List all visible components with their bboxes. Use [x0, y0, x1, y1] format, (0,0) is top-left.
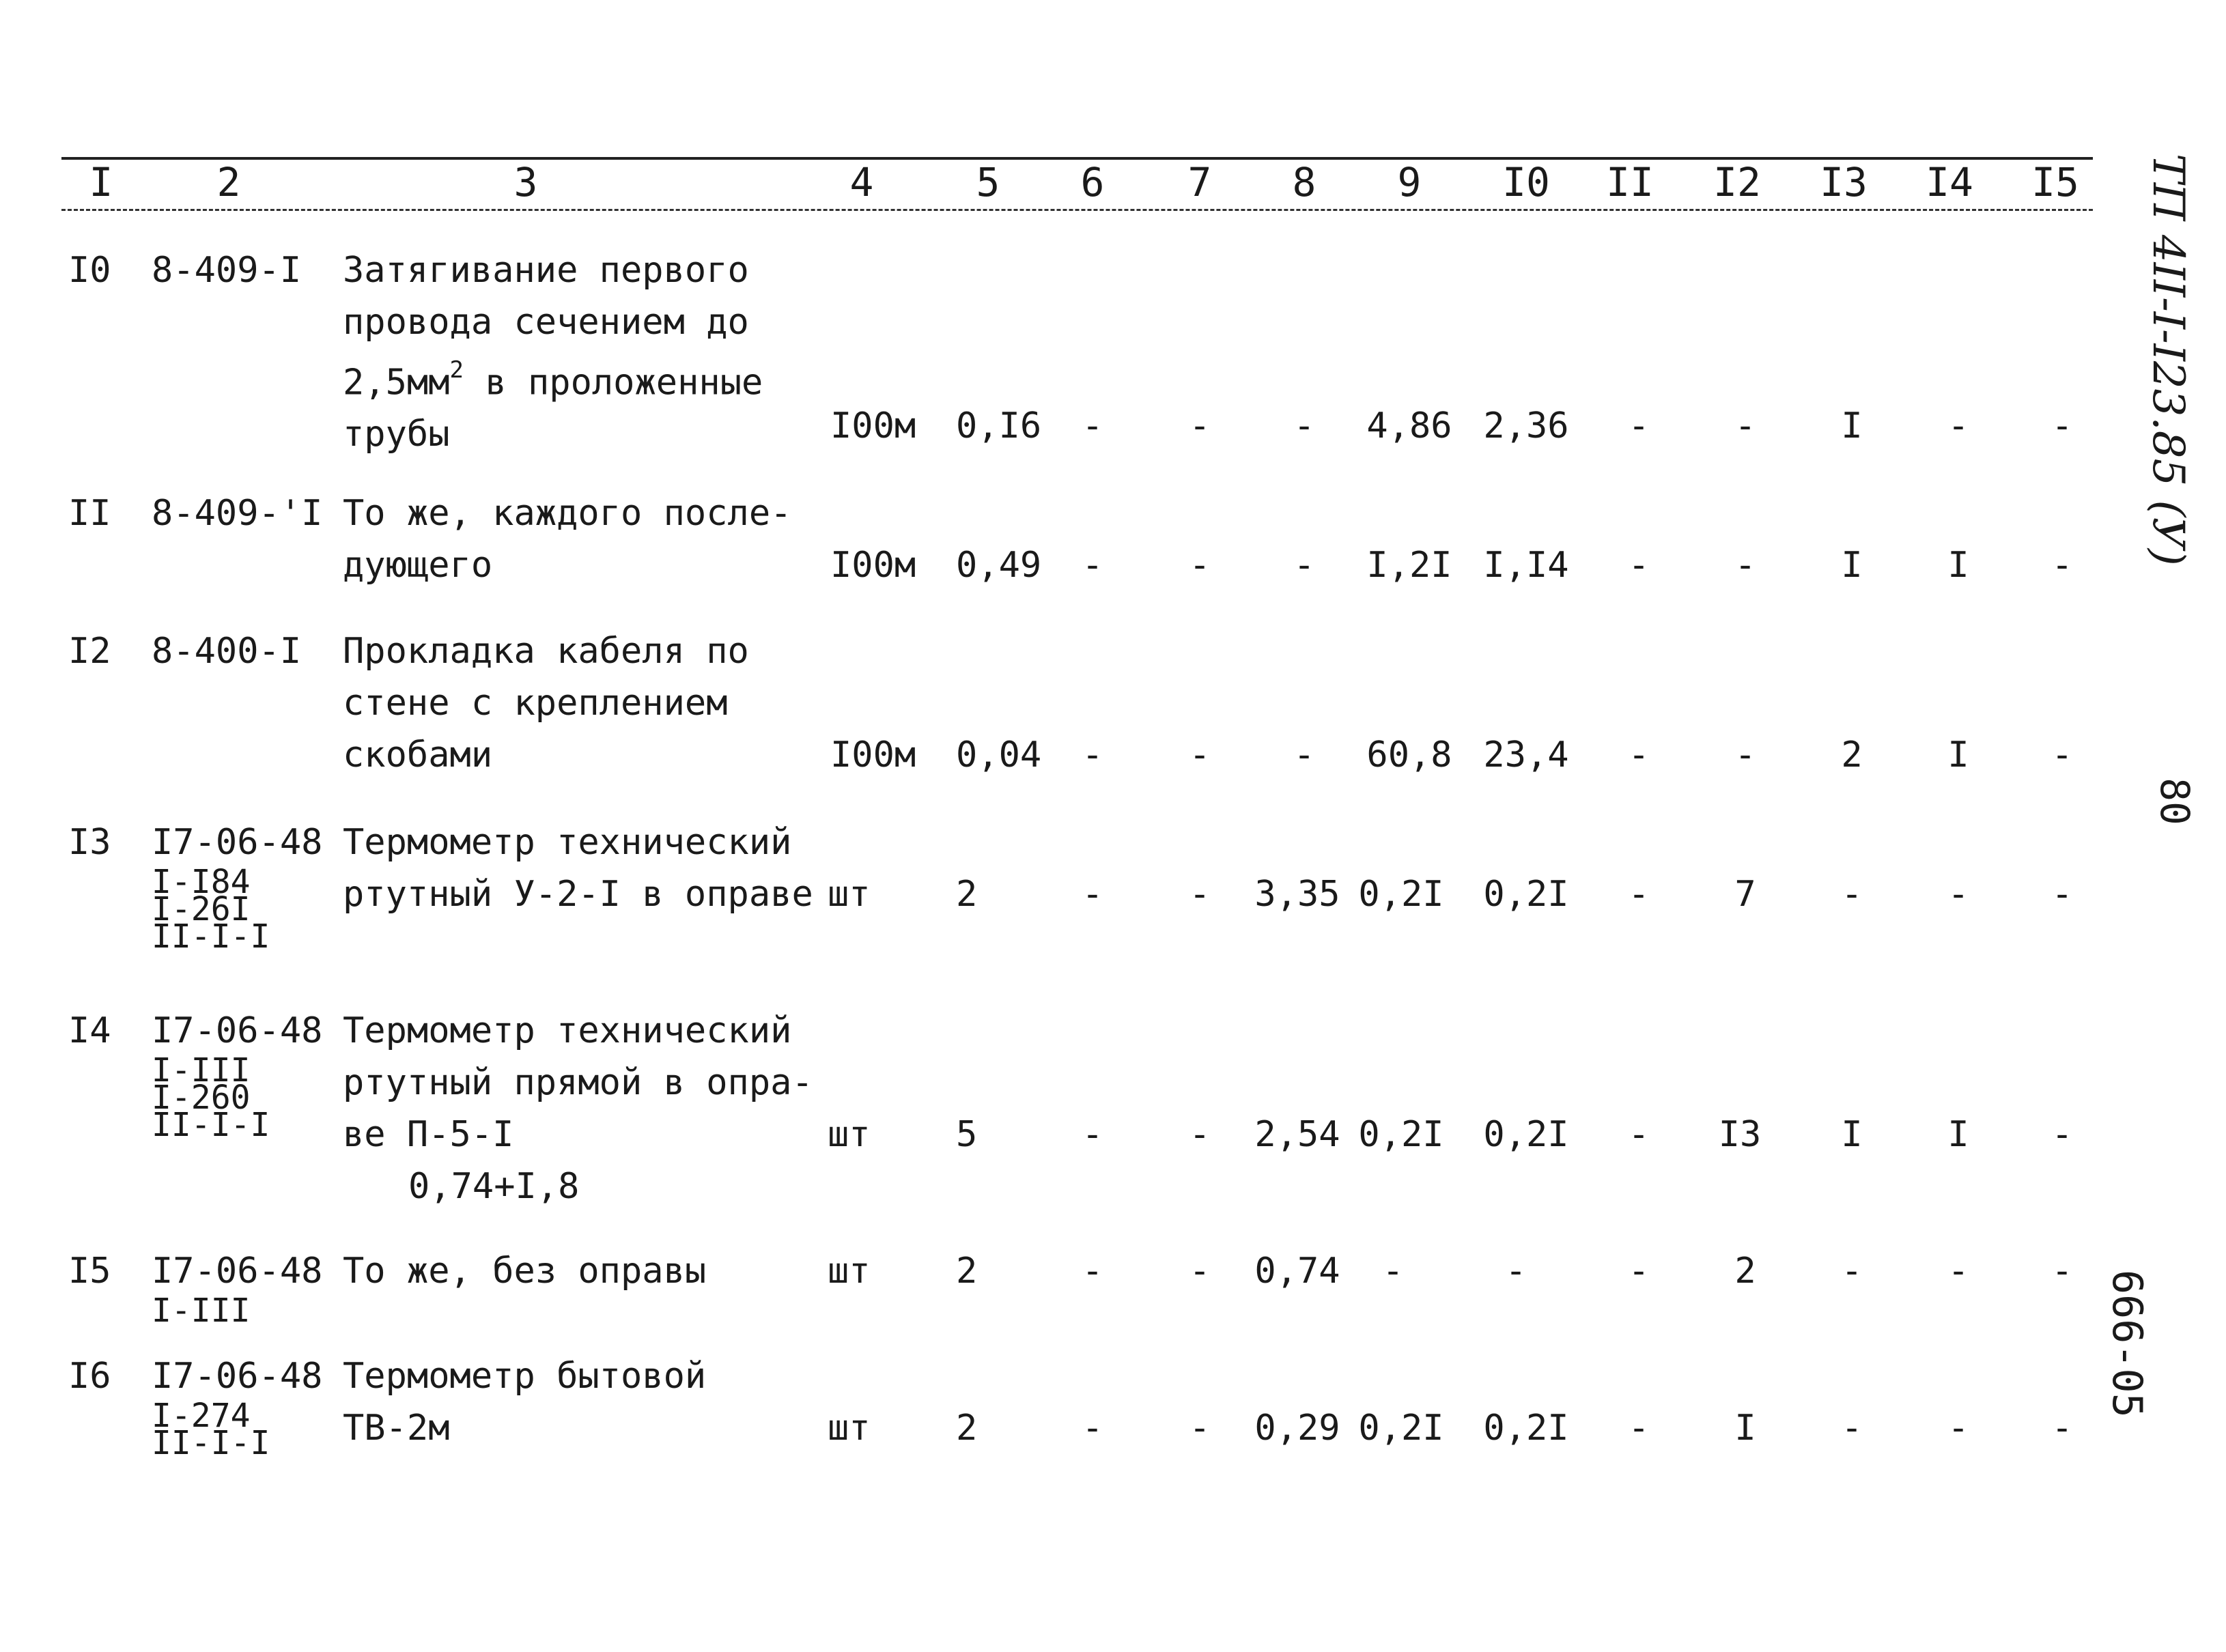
- description-line: дующего: [343, 545, 493, 586]
- col-8-value: 3,35: [1254, 874, 1340, 915]
- col-6-value: -: [1082, 1114, 1103, 1155]
- col-15-value: -: [2051, 1408, 2073, 1449]
- rate-code: [152, 244, 301, 296]
- header-col-5: 5: [976, 159, 1000, 205]
- col-14-value: -: [1947, 874, 1969, 915]
- rate-code: [152, 1005, 323, 1144]
- sheet-code: 666-05: [2103, 1270, 2151, 1418]
- rate-code-line: II-I-I: [152, 1106, 270, 1144]
- description-line: провода сечением до: [343, 302, 749, 343]
- col-10-value: 2,36: [1483, 405, 1569, 446]
- col-10-value: I,I4: [1483, 545, 1569, 586]
- col-10-value: 23,4: [1483, 735, 1569, 775]
- col-11-value: -: [1628, 1251, 1650, 1292]
- quantity: 5: [956, 1114, 978, 1155]
- rate-code: [152, 625, 301, 677]
- col-7-value: -: [1189, 874, 1211, 915]
- col-8-value: 2,54: [1254, 1114, 1340, 1155]
- description-note: 0,74+I,8: [408, 1166, 580, 1207]
- rate-code: [152, 487, 322, 539]
- header-col-10: I0: [1502, 159, 1550, 205]
- rate-code-line: I-III: [152, 1051, 251, 1090]
- header-col-15: I5: [2031, 159, 2079, 205]
- header-col-7: 7: [1187, 159, 1212, 205]
- col-13-value: I: [1841, 1114, 1863, 1155]
- row-number: II: [68, 493, 111, 534]
- col-10-value: -: [1505, 1251, 1527, 1292]
- col-12-value: I: [1734, 1408, 1756, 1449]
- col-14-value: -: [1947, 1408, 1969, 1449]
- work-description: [343, 487, 791, 591]
- unit: I00м: [830, 545, 916, 586]
- col-10-value: 0,2I: [1483, 874, 1569, 915]
- rate-code-line: I-260: [152, 1079, 251, 1117]
- col-11-value: -: [1628, 1114, 1650, 1155]
- col-13-value: I: [1841, 405, 1863, 446]
- rate-code-line: I7-06-48: [152, 822, 323, 863]
- work-description: [343, 1350, 706, 1454]
- col-12-value: -: [1734, 545, 1756, 586]
- col-9-value: 0,2I: [1358, 1114, 1444, 1155]
- description-line: Термометр бытовой: [343, 1356, 707, 1397]
- col-15-value: -: [2051, 735, 2073, 775]
- rate-code-line: II-I-I: [152, 917, 270, 956]
- col-13-value: 2: [1841, 735, 1863, 775]
- unit: шт: [828, 874, 871, 915]
- description-line: скобами: [343, 735, 493, 775]
- col-13-value: I: [1841, 545, 1863, 586]
- col-12-value: 2: [1734, 1251, 1756, 1292]
- quantity: 0,I6: [956, 405, 1042, 446]
- description-line: 2,5мм: [343, 362, 450, 403]
- description-line: ТВ-2м: [343, 1408, 450, 1449]
- col-12-value: 7: [1734, 874, 1756, 915]
- rate-code-line: I-274: [152, 1397, 251, 1435]
- col-15-value: -: [2051, 1114, 2073, 1155]
- rate-code: [152, 1245, 323, 1330]
- col-10-value: 0,2I: [1483, 1408, 1569, 1449]
- rate-code-line: I-26I: [152, 890, 251, 928]
- rate-code-line: 8-409-'I: [152, 493, 323, 534]
- col-11-value: -: [1628, 545, 1650, 586]
- col-9-value: 4,86: [1366, 405, 1452, 446]
- col-13-value: -: [1841, 1408, 1863, 1449]
- description-line: ртутный У-2-I в оправе: [343, 874, 813, 915]
- description-line: То же, каждого после-: [343, 493, 792, 534]
- rate-code-line: II-I-I: [152, 1424, 270, 1462]
- col-6-value: -: [1082, 1408, 1103, 1449]
- work-description: [343, 1005, 813, 1212]
- table-top-rule: [61, 157, 2093, 160]
- work-description: [343, 1245, 706, 1297]
- rate-code-line: 8-409-I: [152, 250, 302, 291]
- col-8-value: -: [1293, 405, 1315, 446]
- col-6-value: -: [1082, 874, 1103, 915]
- col-6-value: -: [1082, 545, 1103, 586]
- col-15-value: -: [2051, 874, 2073, 915]
- col-9-value: 0,2I: [1358, 1408, 1444, 1449]
- col-6-value: -: [1082, 1251, 1103, 1292]
- col-8-value: 0,74: [1254, 1251, 1340, 1292]
- col-8-value: -: [1293, 545, 1315, 586]
- row-number: I2: [68, 631, 111, 672]
- col-9-value: 0,2I: [1358, 874, 1444, 915]
- col-13-value: -: [1841, 1251, 1863, 1292]
- col-7-value: -: [1189, 1408, 1211, 1449]
- col-11-value: -: [1628, 405, 1650, 446]
- col-11-value: -: [1628, 1408, 1650, 1449]
- description-line: стене с креплением: [343, 683, 728, 724]
- col-15-value: -: [2051, 1251, 2073, 1292]
- description-line: ве П-5-I: [343, 1114, 514, 1155]
- rate-code: [152, 816, 323, 956]
- description-line: ртутный прямой в опра-: [343, 1062, 813, 1103]
- quantity: 2: [956, 1251, 978, 1292]
- description-line: Термометр технический: [343, 1010, 792, 1051]
- col-14-value: I: [1947, 545, 1969, 586]
- description-line: в проложенные: [485, 362, 763, 403]
- col-9-value: -: [1382, 1251, 1404, 1292]
- header-col-12: I2: [1713, 159, 1761, 205]
- unit: I00м: [830, 735, 916, 775]
- header-col-1: I: [89, 159, 113, 205]
- col-7-value: -: [1189, 735, 1211, 775]
- rate-code-line: 8-400-I: [152, 631, 302, 672]
- header-col-11: II: [1606, 159, 1654, 205]
- document-code: ТП 4II-I-I23.85 (У): [2143, 154, 2193, 566]
- rate-code: [152, 1350, 323, 1462]
- description-line: Затягивание первого: [343, 250, 749, 291]
- description-line: трубы: [343, 414, 450, 455]
- col-8-value: 0,29: [1254, 1408, 1340, 1449]
- row-number: I5: [68, 1251, 111, 1292]
- rate-code-line: I-III: [152, 1292, 251, 1330]
- col-7-value: -: [1189, 1251, 1211, 1292]
- row-number: I4: [68, 1010, 111, 1051]
- unit: шт: [828, 1408, 871, 1449]
- rate-code-line: I-I84: [152, 863, 251, 901]
- row-number: I3: [68, 822, 111, 863]
- col-9-value: I,2I: [1366, 545, 1452, 586]
- superscript: 2: [449, 356, 464, 384]
- table-header-rule: [61, 209, 2093, 211]
- row-number: I0: [68, 250, 111, 291]
- rate-code-line: I7-06-48: [152, 1010, 323, 1051]
- work-description: [343, 816, 813, 920]
- header-col-8: 8: [1292, 159, 1316, 205]
- col-14-value: I: [1947, 735, 1969, 775]
- col-11-value: -: [1628, 874, 1650, 915]
- col-6-value: -: [1082, 735, 1103, 775]
- col-14-value: I: [1947, 1114, 1969, 1155]
- header-col-13: I3: [1820, 159, 1868, 205]
- col-7-value: -: [1189, 545, 1211, 586]
- description-line: То же, без оправы: [343, 1251, 707, 1292]
- work-description: [343, 244, 763, 460]
- header-col-4: 4: [849, 159, 874, 205]
- col-15-value: -: [2051, 545, 2073, 586]
- quantity: 0,49: [956, 545, 1042, 586]
- header-col-3: 3: [513, 159, 538, 205]
- header-col-14: I4: [1926, 159, 1973, 205]
- row-number: I6: [68, 1356, 111, 1397]
- col-12-value: -: [1734, 735, 1756, 775]
- col-12-value: -: [1734, 405, 1756, 446]
- header-col-6: 6: [1080, 159, 1105, 205]
- description-line: Термометр технический: [343, 822, 792, 863]
- col-14-value: -: [1947, 1251, 1969, 1292]
- page-number: 80: [2151, 778, 2198, 825]
- quantity: 2: [956, 874, 978, 915]
- col-10-value: 0,2I: [1483, 1114, 1569, 1155]
- rate-code-line: I7-06-48: [152, 1251, 323, 1292]
- col-8-value: -: [1293, 735, 1315, 775]
- col-14-value: -: [1947, 405, 1969, 446]
- unit: I00м: [830, 405, 916, 446]
- quantity: 2: [956, 1408, 978, 1449]
- header-col-2: 2: [216, 159, 241, 205]
- col-15-value: -: [2051, 405, 2073, 446]
- work-description: [343, 625, 749, 781]
- col-11-value: -: [1628, 735, 1650, 775]
- description-line: Прокладка кабеля по: [343, 631, 749, 672]
- col-12-value: I3: [1718, 1114, 1762, 1155]
- col-9-value: 60,8: [1366, 735, 1452, 775]
- col-7-value: -: [1189, 1114, 1211, 1155]
- unit: шт: [828, 1114, 871, 1155]
- col-13-value: -: [1841, 874, 1863, 915]
- col-7-value: -: [1189, 405, 1211, 446]
- unit: шт: [828, 1251, 871, 1292]
- rate-code-line: I7-06-48: [152, 1356, 323, 1397]
- col-6-value: -: [1082, 405, 1103, 446]
- header-col-9: 9: [1397, 159, 1422, 205]
- quantity: 0,04: [956, 735, 1042, 775]
